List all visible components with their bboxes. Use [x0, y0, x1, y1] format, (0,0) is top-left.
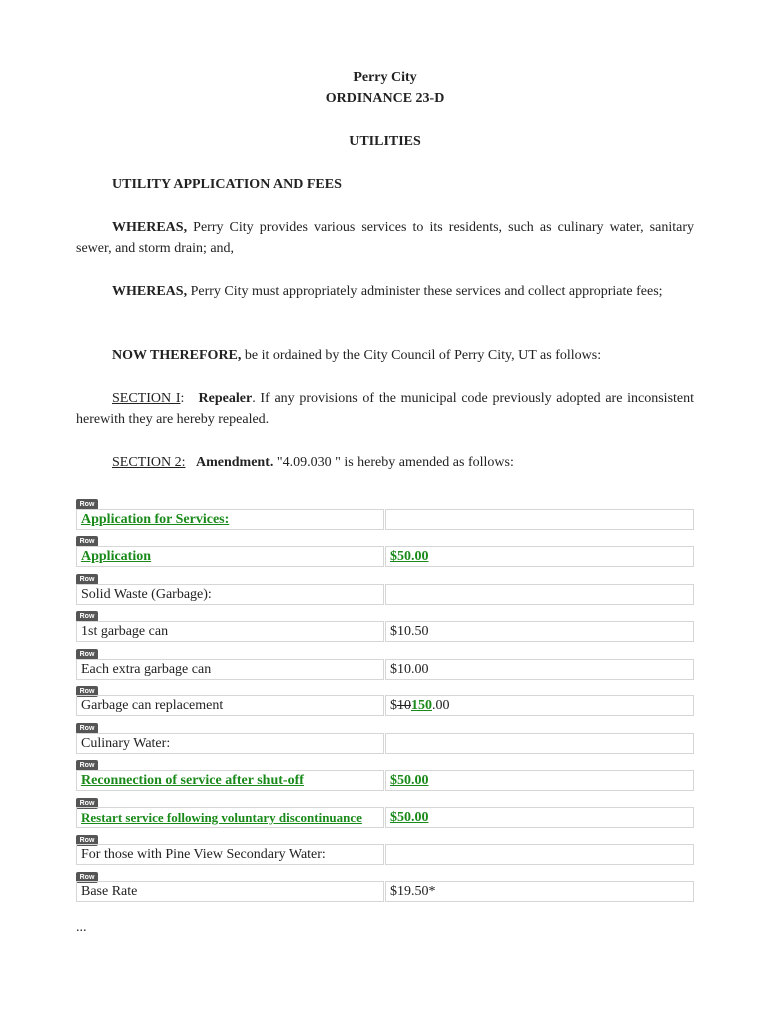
table-row-name — [76, 770, 384, 791]
row-tag[interactable]: Row — [76, 835, 98, 846]
section-2-title: Amendment. — [196, 455, 274, 470]
row-tag[interactable]: Row — [76, 760, 98, 771]
continuation-ellipsis: ... — [76, 920, 87, 935]
table-row-fee — [385, 844, 694, 865]
table-row-name: Garbage can replacement — [76, 695, 384, 716]
table-row-fee — [385, 509, 694, 530]
section-1-colon: : — [180, 391, 185, 406]
section-2-label: SECTION 2: — [112, 455, 186, 470]
table-row-name — [76, 546, 384, 567]
whereas-lead: WHEREAS, — [112, 220, 188, 235]
whereas-lead: WHEREAS, — [112, 284, 188, 299]
table-row-name — [76, 807, 384, 828]
table-row-fee — [385, 733, 694, 754]
row-tag[interactable]: Row — [76, 686, 98, 697]
now-therefore-paragraph — [76, 345, 694, 366]
document-title: UTILITIES — [349, 134, 421, 149]
row-tag[interactable]: Row — [76, 499, 98, 510]
row-tag[interactable]: Row — [76, 649, 98, 660]
section-1-label: SECTION I — [112, 391, 181, 406]
section-1-text: . If any provisions of the municipal code previously adopted are inconsistent herewith they are hereby repealed. — [76, 391, 695, 427]
whereas-paragraph-2 — [76, 281, 694, 302]
table-row-fee: $10.50 — [385, 621, 694, 642]
section-1-title: Repealer — [198, 391, 253, 406]
row-name-text: Application — [81, 549, 152, 564]
table-row-name: Culinary Water: — [76, 733, 384, 754]
table-row-fee — [385, 695, 694, 716]
row-tag[interactable]: Row — [76, 536, 98, 547]
table-row-name — [76, 509, 384, 530]
row-name-text: Reconnection of service after shut-off — [81, 773, 304, 788]
table-row-name: 1st garbage can — [76, 621, 384, 642]
table-row-fee: $10.00 — [385, 659, 694, 680]
row-name-text: Restart service following voluntary discontinuance — [81, 810, 362, 825]
city-name: Perry City — [353, 70, 417, 85]
fee-prefix: $ — [390, 698, 397, 713]
whereas-text: Perry City must appropriately administer these services and collect appropriate fees; — [187, 284, 663, 299]
table-row-fee — [385, 770, 694, 791]
section-2-paragraph — [76, 452, 694, 473]
ordinance-number: ORDINANCE 23-D — [325, 91, 445, 106]
row-fee-text: $50.00 — [390, 810, 429, 825]
table-row-fee — [385, 546, 694, 567]
now-therefore-text: be it ordained by the City Council of Perry City, UT as follows: — [241, 348, 602, 363]
fee-deleted-text: 10 — [397, 698, 411, 713]
section-heading: UTILITY APPLICATION AND FEES — [112, 177, 342, 192]
table-row-name: Each extra garbage can — [76, 659, 384, 680]
fee-inserted-text: 150 — [411, 698, 432, 713]
table-row-fee: $19.50* — [385, 881, 694, 902]
whereas-text: Perry City provides various services to its residents, such as culinary water, sanitary sewer, and storm drain; and, — [76, 220, 694, 256]
row-fee-text: $50.00 — [390, 773, 429, 788]
table-row-name: Solid Waste (Garbage): — [76, 584, 384, 605]
now-therefore-lead: NOW THEREFORE, — [112, 348, 242, 363]
section-1-paragraph — [76, 388, 694, 430]
row-tag[interactable]: Row — [76, 872, 98, 883]
table-row-name: Base Rate — [76, 881, 384, 902]
row-tag[interactable]: Row — [76, 611, 98, 622]
table-row-fee — [385, 584, 694, 605]
section-2-text: "4.09.030 " is hereby amended as follows: — [273, 455, 514, 470]
row-tag[interactable]: Row — [76, 723, 98, 734]
table-row-fee — [385, 807, 694, 828]
row-tag[interactable]: Row — [76, 798, 98, 809]
table-row-name: For those with Pine View Secondary Water: — [76, 844, 384, 865]
row-tag[interactable]: Row — [76, 574, 98, 585]
row-name-text: Application for Services: — [81, 512, 230, 527]
whereas-paragraph-1 — [76, 217, 694, 259]
row-fee-text: $50.00 — [390, 549, 429, 564]
fee-suffix: .00 — [432, 698, 450, 713]
